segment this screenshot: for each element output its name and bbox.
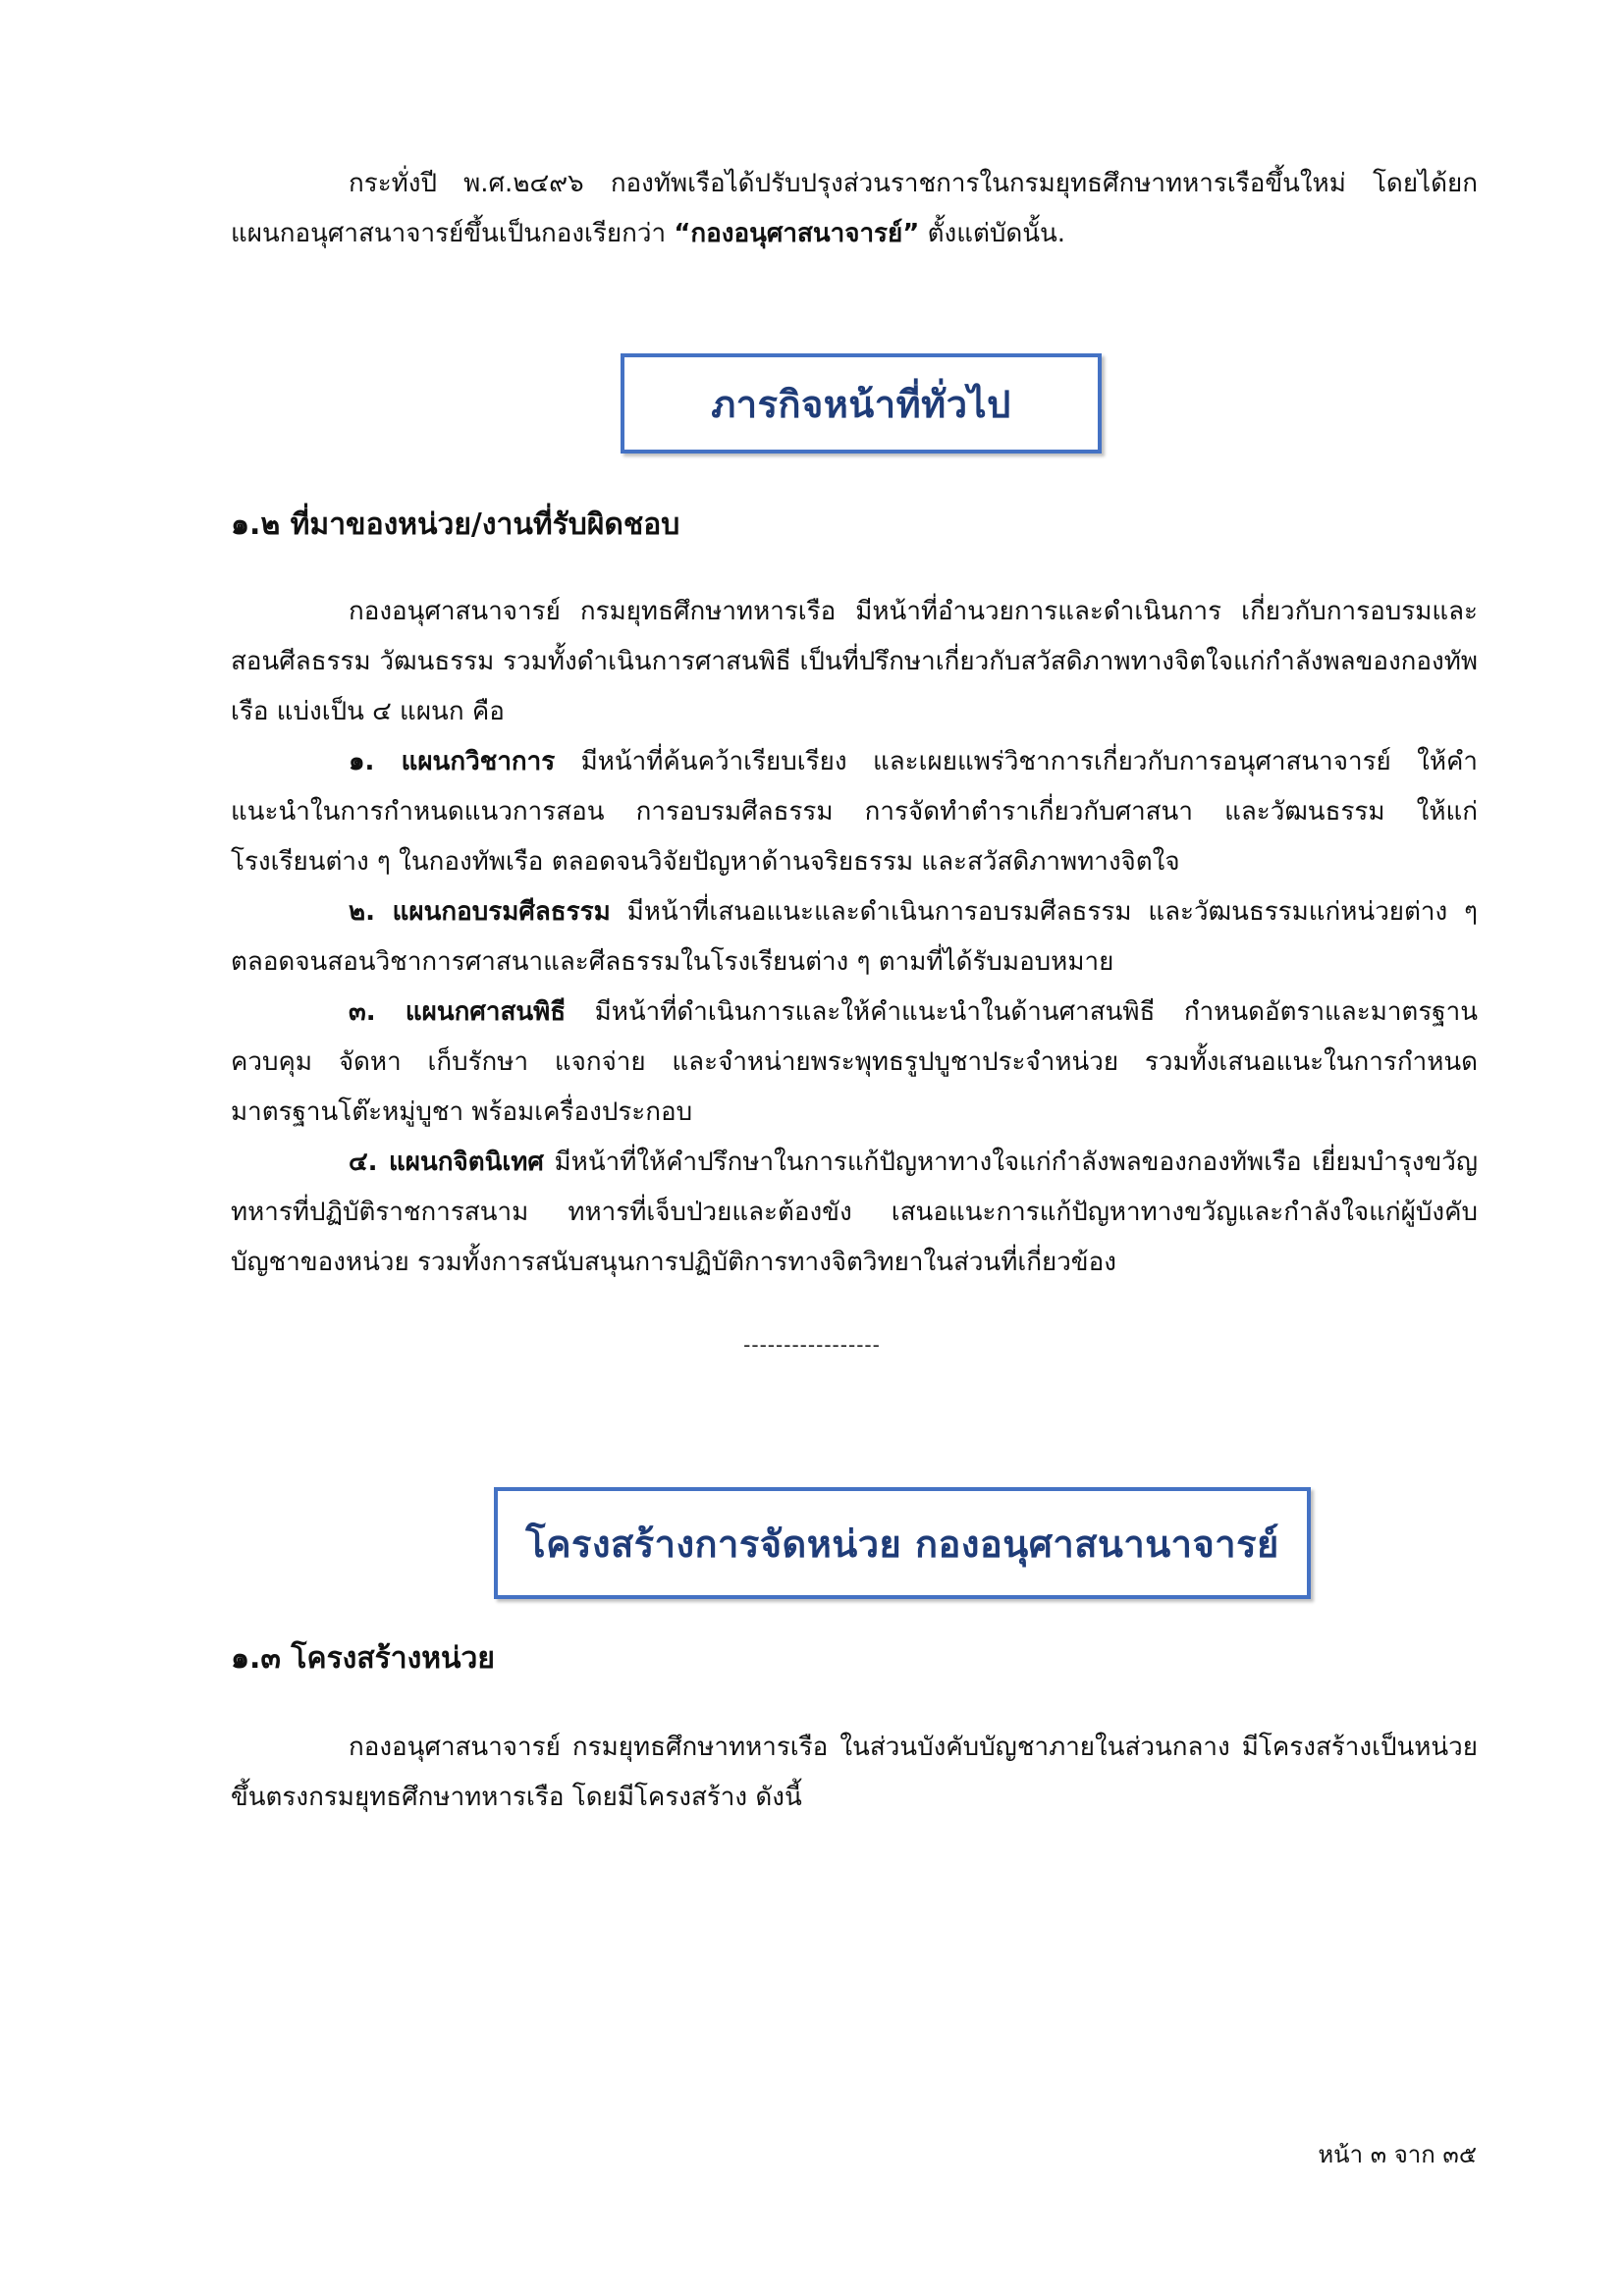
intro-paragraph <box>231 159 1478 259</box>
division-item-counseling <box>231 1138 1478 1288</box>
division-text: มีหน้าที่ดำเนินการและให้คำแนะนำในด้านศาสนพิธี กำหนดอัตราและมาตรฐาน ควบคุม จัดหา เก็บรักษา แจกจ่าย และจำหน่ายพระพุทธรูปบูชาประจำหน่วย รวมทั้งเสนอแนะในการกำหนดมาตรฐานโต๊ะหมู่บูชา พร้อมเครื่องประกอบ <box>231 997 1479 1127</box>
division-text: มีหน้าที่ให้คำปรึกษาในการแก้ปัญหาทางใจแก่กำลังพลของกองทัพเรือ เยี่ยมบำรุงขวัญทหารที่ปฏิบัติราชการสนาม ทหารที่เจ็บป่วยและต้องขัง เสนอแนะการแก้ปัญหาทางขวัญและกำลังใจแก่ผู้บังคับบัญชาของหน่วย รวมทั้งการสนับสนุนการปฏิบัติการทางจิตวิทยาในส่วนที่เกี่ยวข้อง <box>231 1148 1478 1277</box>
division-label: ๒. แผนกอบรมศีลธรรม <box>349 897 611 927</box>
page-number: หน้า ๓ จาก ๓๕ <box>1318 2141 1477 2168</box>
division-item-academic <box>231 737 1478 887</box>
division-label: ๔. แผนกจิตนิเทศ <box>349 1148 544 1177</box>
division-text: มีหน้าที่ค้นคว้าเรียบเรียง และเผยแพร่วิชาการเกี่ยวกับการอนุศาสนาจารย์ ให้คำแนะนำในการกำหนดแนวการสอน การอบรมศีลธรรม การจัดทำตำราเกี่ยวกับศาสนา และวัฒนธรรม ให้แก่โรงเรียนต่าง ๆ ในกองทัพเรือ ตลอดจนวิจัยปัญหาด้านจริยธรรม และสวัสดิภาพทางจิตใจ <box>231 747 1478 877</box>
section-separator: ----------------- <box>743 1333 881 1357</box>
division-item-moral-training <box>231 887 1478 988</box>
intro-text-before: กระทั่งปี พ.ศ.๒๔๙๖ กองทัพเรือได้ปรับปรุงส่วนราชการในกรมยุทธศึกษาทหารเรือขึ้นใหม่ โดยได้ยกแผนกอนุศาสนาจารย์ขึ้นเป็นกองเรียกว่า <box>231 169 1478 248</box>
intro-text-after: ตั้งแต่บัดนั้น. <box>919 219 1066 248</box>
section-1-3-heading: ๑.๓ โครงสร้างหน่วย <box>231 1641 495 1676</box>
mission-title-box <box>621 353 1102 454</box>
section-1-2-heading: ๑.๒ ที่มาของหน่วย/งานที่รับผิดชอบ <box>231 507 680 542</box>
division-item-ceremony <box>231 988 1478 1138</box>
structure-title-box <box>494 1487 1311 1599</box>
division-text: มีหน้าที่เสนอแนะและดำเนินการอบรมศีลธรรม และวัฒนธรรมแก่หน่วยต่าง ๆ ตลอดจนสอนวิชาการศาสนาและศีลธรรมในโรงเรียนต่าง ๆ ตามที่ได้รับมอบหมาย <box>231 897 1479 977</box>
mission-title: ภารกิจหน้าที่ทั่วไป <box>711 382 1011 426</box>
division-label: ๑. แผนกวิชาการ <box>349 747 556 776</box>
section-1-2-body <box>231 587 1478 1288</box>
section-1-3-body: กองอนุศาสนาจารย์ กรมยุทธศึกษาทหารเรือ ในส่วนบังคับบัญชาภายในส่วนกลาง มีโครงสร้างเป็นหน่วยขึ้นตรงกรมยุทธศึกษาทหารเรือ โดยมีโครงสร้าง ดังนี้ <box>231 1733 1478 1812</box>
intro-bold-name: “กองอนุศาสนาจารย์” <box>674 219 920 248</box>
section-1-2-intro: กองอนุศาสนาจารย์ กรมยุทธศึกษาทหารเรือ มีหน้าที่อำนวยการและดำเนินการ เกี่ยวกับการอบรมและสอนศีลธรรม วัฒนธรรม รวมทั้งดำเนินการศาสนพิธี เป็นที่ปรึกษาเกี่ยวกับสวัสดิภาพทางจิตใจแก่กำลังพลของกองทัพเรือ แบ่งเป็น ๔ แผนก คือ <box>231 597 1478 726</box>
division-label: ๓. แผนกศาสนพิธี <box>349 997 567 1027</box>
structure-title: โครงสร้างการจัดหน่วย กองอนุศาสนานาจารย์ <box>525 1522 1279 1566</box>
